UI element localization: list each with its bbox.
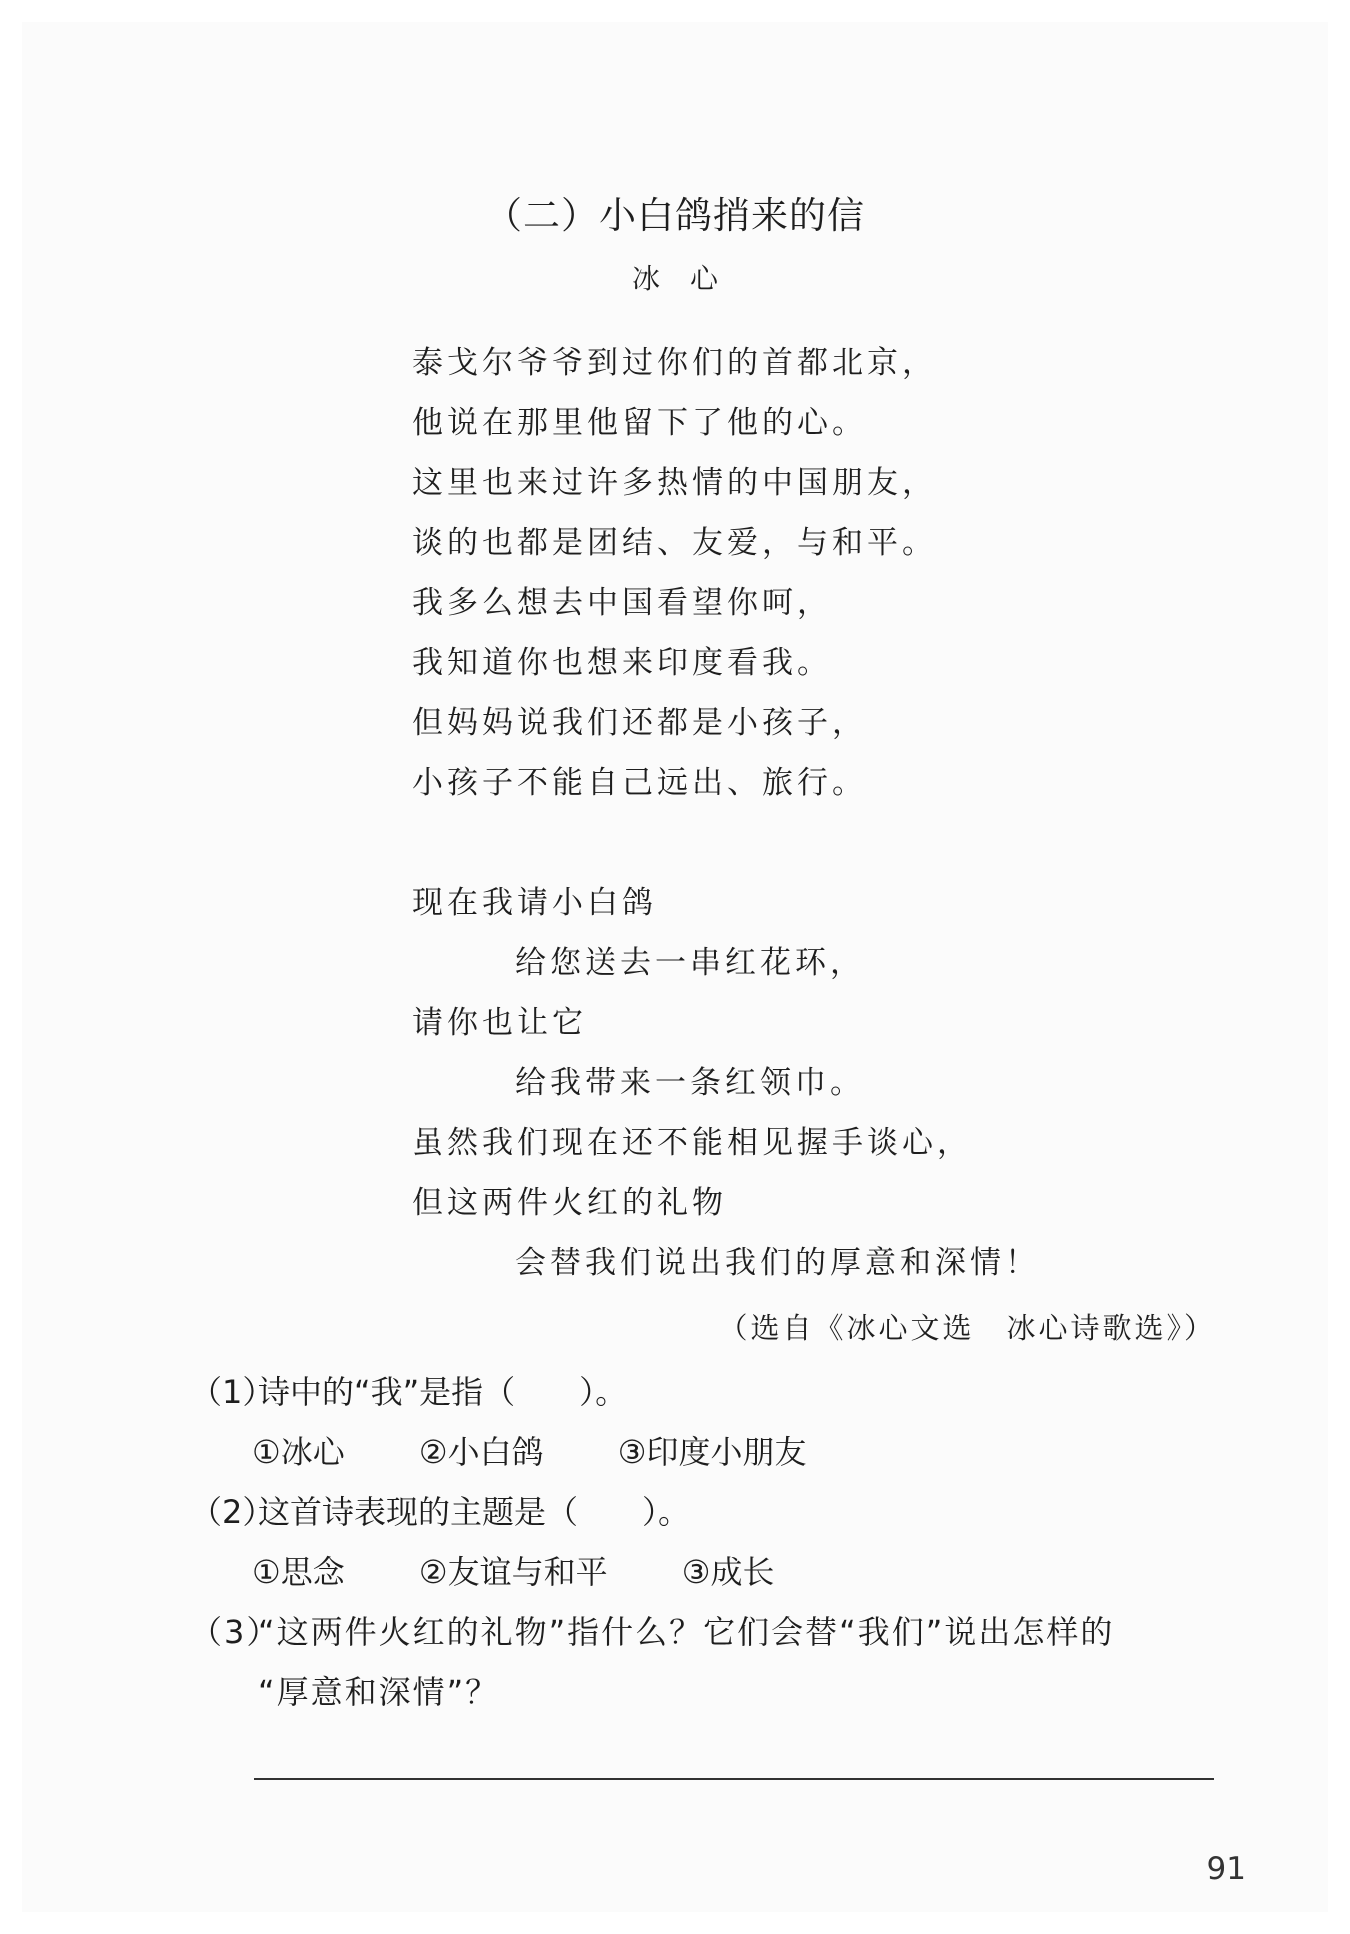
stanza-gap — [412, 820, 1272, 880]
poem-line: 虽然我们现在还不能相见握手谈心， — [412, 1125, 972, 1161]
poem-line: 这里也来过许多热情的中国朋友， — [412, 465, 937, 501]
question-text: ）。 — [642, 1493, 691, 1531]
poem-line: 会替我们说出我们的厚意和深情！ — [515, 1245, 1040, 1281]
poem-body — [412, 340, 1272, 1300]
option: ①冰心 — [252, 1433, 345, 1471]
question-text: “这两件火红的礼物”指什么？它们会替“我们”说出怎样的 — [258, 1613, 1115, 1651]
option: ①思念 — [252, 1553, 345, 1591]
question-3 — [190, 1602, 1220, 1662]
answer-line[interactable] — [254, 1778, 1214, 1780]
question-1 — [190, 1362, 1220, 1422]
question-text: 诗中的“我”是指（ — [258, 1373, 516, 1411]
option: ②友谊与和平 — [418, 1553, 608, 1591]
poem-line: 但妈妈说我们还都是小孩子， — [412, 705, 867, 741]
poem-source: （选自《冰心文选 冰心诗歌选》） — [718, 1311, 1216, 1345]
question-text: 这首诗表现的主题是（ — [258, 1493, 579, 1531]
question-number: （3） — [190, 1613, 281, 1651]
question-section — [190, 1362, 1220, 1722]
poem-line: 给您送去一串红花环， — [515, 945, 865, 981]
option: ③成长 — [681, 1553, 775, 1591]
question-text: ）。 — [579, 1373, 628, 1411]
poem-title: （二）小白鸽捎来的信 — [485, 194, 865, 237]
poem-line: 但这两件火红的礼物 — [412, 1185, 727, 1221]
poem-line: 请你也让它 — [412, 1005, 587, 1041]
question-2 — [190, 1482, 1220, 1542]
poem-line: 给我带来一条红领巾。 — [515, 1065, 865, 1101]
question-number: （1） — [190, 1373, 275, 1411]
page-number: 91 — [1206, 1851, 1246, 1887]
option: ③印度小朋友 — [617, 1433, 807, 1471]
poem-line: 小孩子不能自己远出、旅行。 — [412, 765, 867, 801]
question-2-options — [190, 1542, 1220, 1602]
question-number: （2） — [190, 1493, 275, 1531]
question-1-options — [190, 1422, 1220, 1482]
poem-line: 他说在那里他留下了他的心。 — [412, 405, 867, 441]
poem-author: 冰心 — [631, 262, 748, 295]
question-3-continued: “厚意和深情”？ — [258, 1673, 500, 1711]
poem-line: 现在我请小白鸽 — [412, 885, 657, 921]
poem-line: 我知道你也想来印度看我。 — [412, 645, 832, 681]
option: ②小白鸽 — [418, 1433, 544, 1471]
poem-line: 泰戈尔爷爷到过你们的首都北京， — [412, 345, 937, 381]
poem-line: 谈的也都是团结、友爱，与和平。 — [412, 525, 937, 561]
poem-line: 我多么想去中国看望你呵， — [412, 585, 832, 621]
